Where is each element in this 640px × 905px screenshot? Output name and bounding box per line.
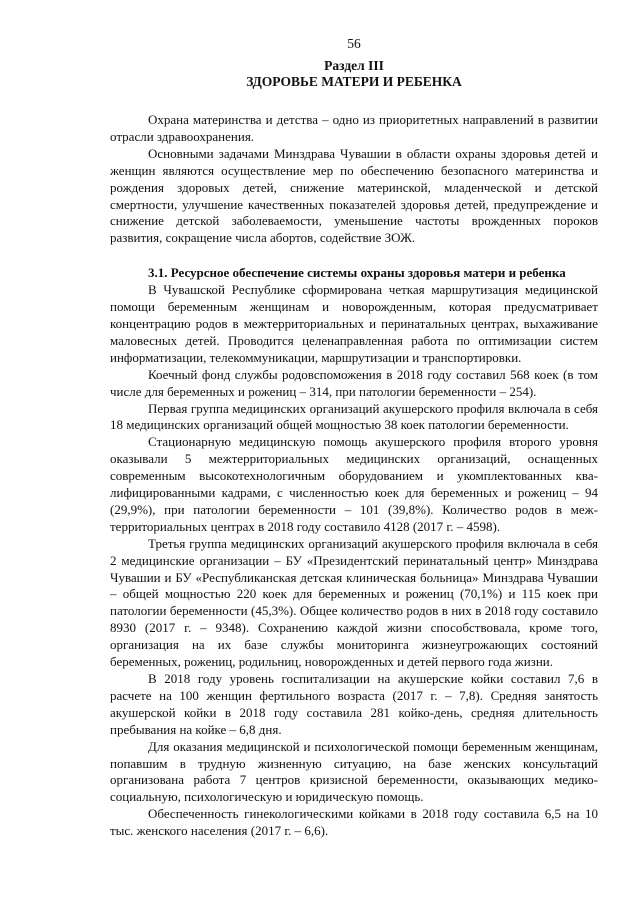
intro-paragraph: Основными задачами Минздрава Чувашии в области охраны здоровья детей и женщин являются осуществление мер по обеспечению безопасного материнства и рождения здоровых детей, снижение материнской, младенческой и детской смертности, улучшение качественных показателей здоровья детей, предупреждение и снижение детской заболеваемости, уменьшение частоты врожденных пороков развития, сокращение числа абортов, содействие ЗОЖ.: [110, 145, 598, 246]
body-paragraph: Для оказания медицинской и психологической помощи беременным женщинам, попавшим в трудную жизненную ситуацию, на базе женских консультаций организована работа 7 центров кризисной беременности, оказывающих медико-социальную, психологическую и юридическую помощь.: [110, 738, 598, 805]
section-title: ЗДОРОВЬЕ МАТЕРИ И РЕБЕНКА: [246, 74, 462, 89]
body-paragraph: Обеспеченность гинекологическими койками в 2018 году составила 6,5 на 10 тыс. женского населения (2017 г. – 6,6).: [110, 806, 598, 839]
page-number: 56: [347, 36, 361, 51]
body-paragraph: В 2018 году уровень госпитализации на акушерские койки составил 7,6 в расчете на 100 женщин фертильного возраста (2017 г. – 7,8). Средняя занятость акушерской койки в 2018 году составила 281 койко-день, средняя длительность пребывания на койке – 6,8 дня.: [110, 671, 598, 737]
body-paragraph: Коечный фонд службы родовспоможения в 2018 году составил 568 коек (в том числе для беременных и рожениц – 314, при патологии беременности – 254).: [110, 366, 598, 399]
body-paragraph: В Чувашской Республике сформирована четкая маршрутизация медицинской помощи беременным женщинам и новорожденным, которая предусматривает концентрацию родов в межтерриториальных и перинатальных центрах, выхаживание маловесных детей. Проводится целенаправленная работа по оптимизации систем информатизации, телекоммуникации, маршрутизации и транспортировки.: [110, 282, 598, 365]
section-label: Раздел III: [324, 58, 384, 73]
subsection-title: 3.1. Ресурсное обеспечение системы охраны здоровья матери и ребенка: [148, 265, 566, 281]
body-paragraph: Третья группа медицинских организаций акушерского профиля включала в себя 2 медицинские организации – БУ «Президентский перинатальный центр» Минздрава Чувашии и БУ «Республиканская детская клиническая больница» Минздрава Чувашии – общей мощностью 220 коек для беременных и рожениц (70,1%) и 115 коек при патологии беременности (45,3%). Общее количество родов в них в 2018 году составило 8930 (2017 г. – 9348). Сохранению каждой жизни способствовала, кроме того, организация на их базе службы мониторинга жизнеугрожающих состояний беременных, рожениц, родильниц, новорожденных и детей первого года жизни.: [110, 535, 598, 670]
intro-paragraph: Охрана материнства и детства – одно из приоритетных направлений в развитии отрасли здравоохранения.: [110, 112, 598, 144]
body-paragraph: Стационарную медицинскую помощь акушерского профиля второго уровня оказывали 5 межтерриториальных медицинских организаций, оснащенных современным высокотехнологичным оборудованием и укомплектованных квалифицированными кадрами, с численностью коек для беременных и рожениц – 94 (29,9%), при патологии беременности – 101 (39,8%). Количество родов в межтерриториальных центрах в 2018 году составило 4128 (2017 г. – 4598).: [110, 434, 598, 534]
body-paragraph: Первая группа медицинских организаций акушерского профиля включала в себя 18 медицинских организаций общей мощностью 38 коек патологии беременности.: [110, 400, 598, 433]
